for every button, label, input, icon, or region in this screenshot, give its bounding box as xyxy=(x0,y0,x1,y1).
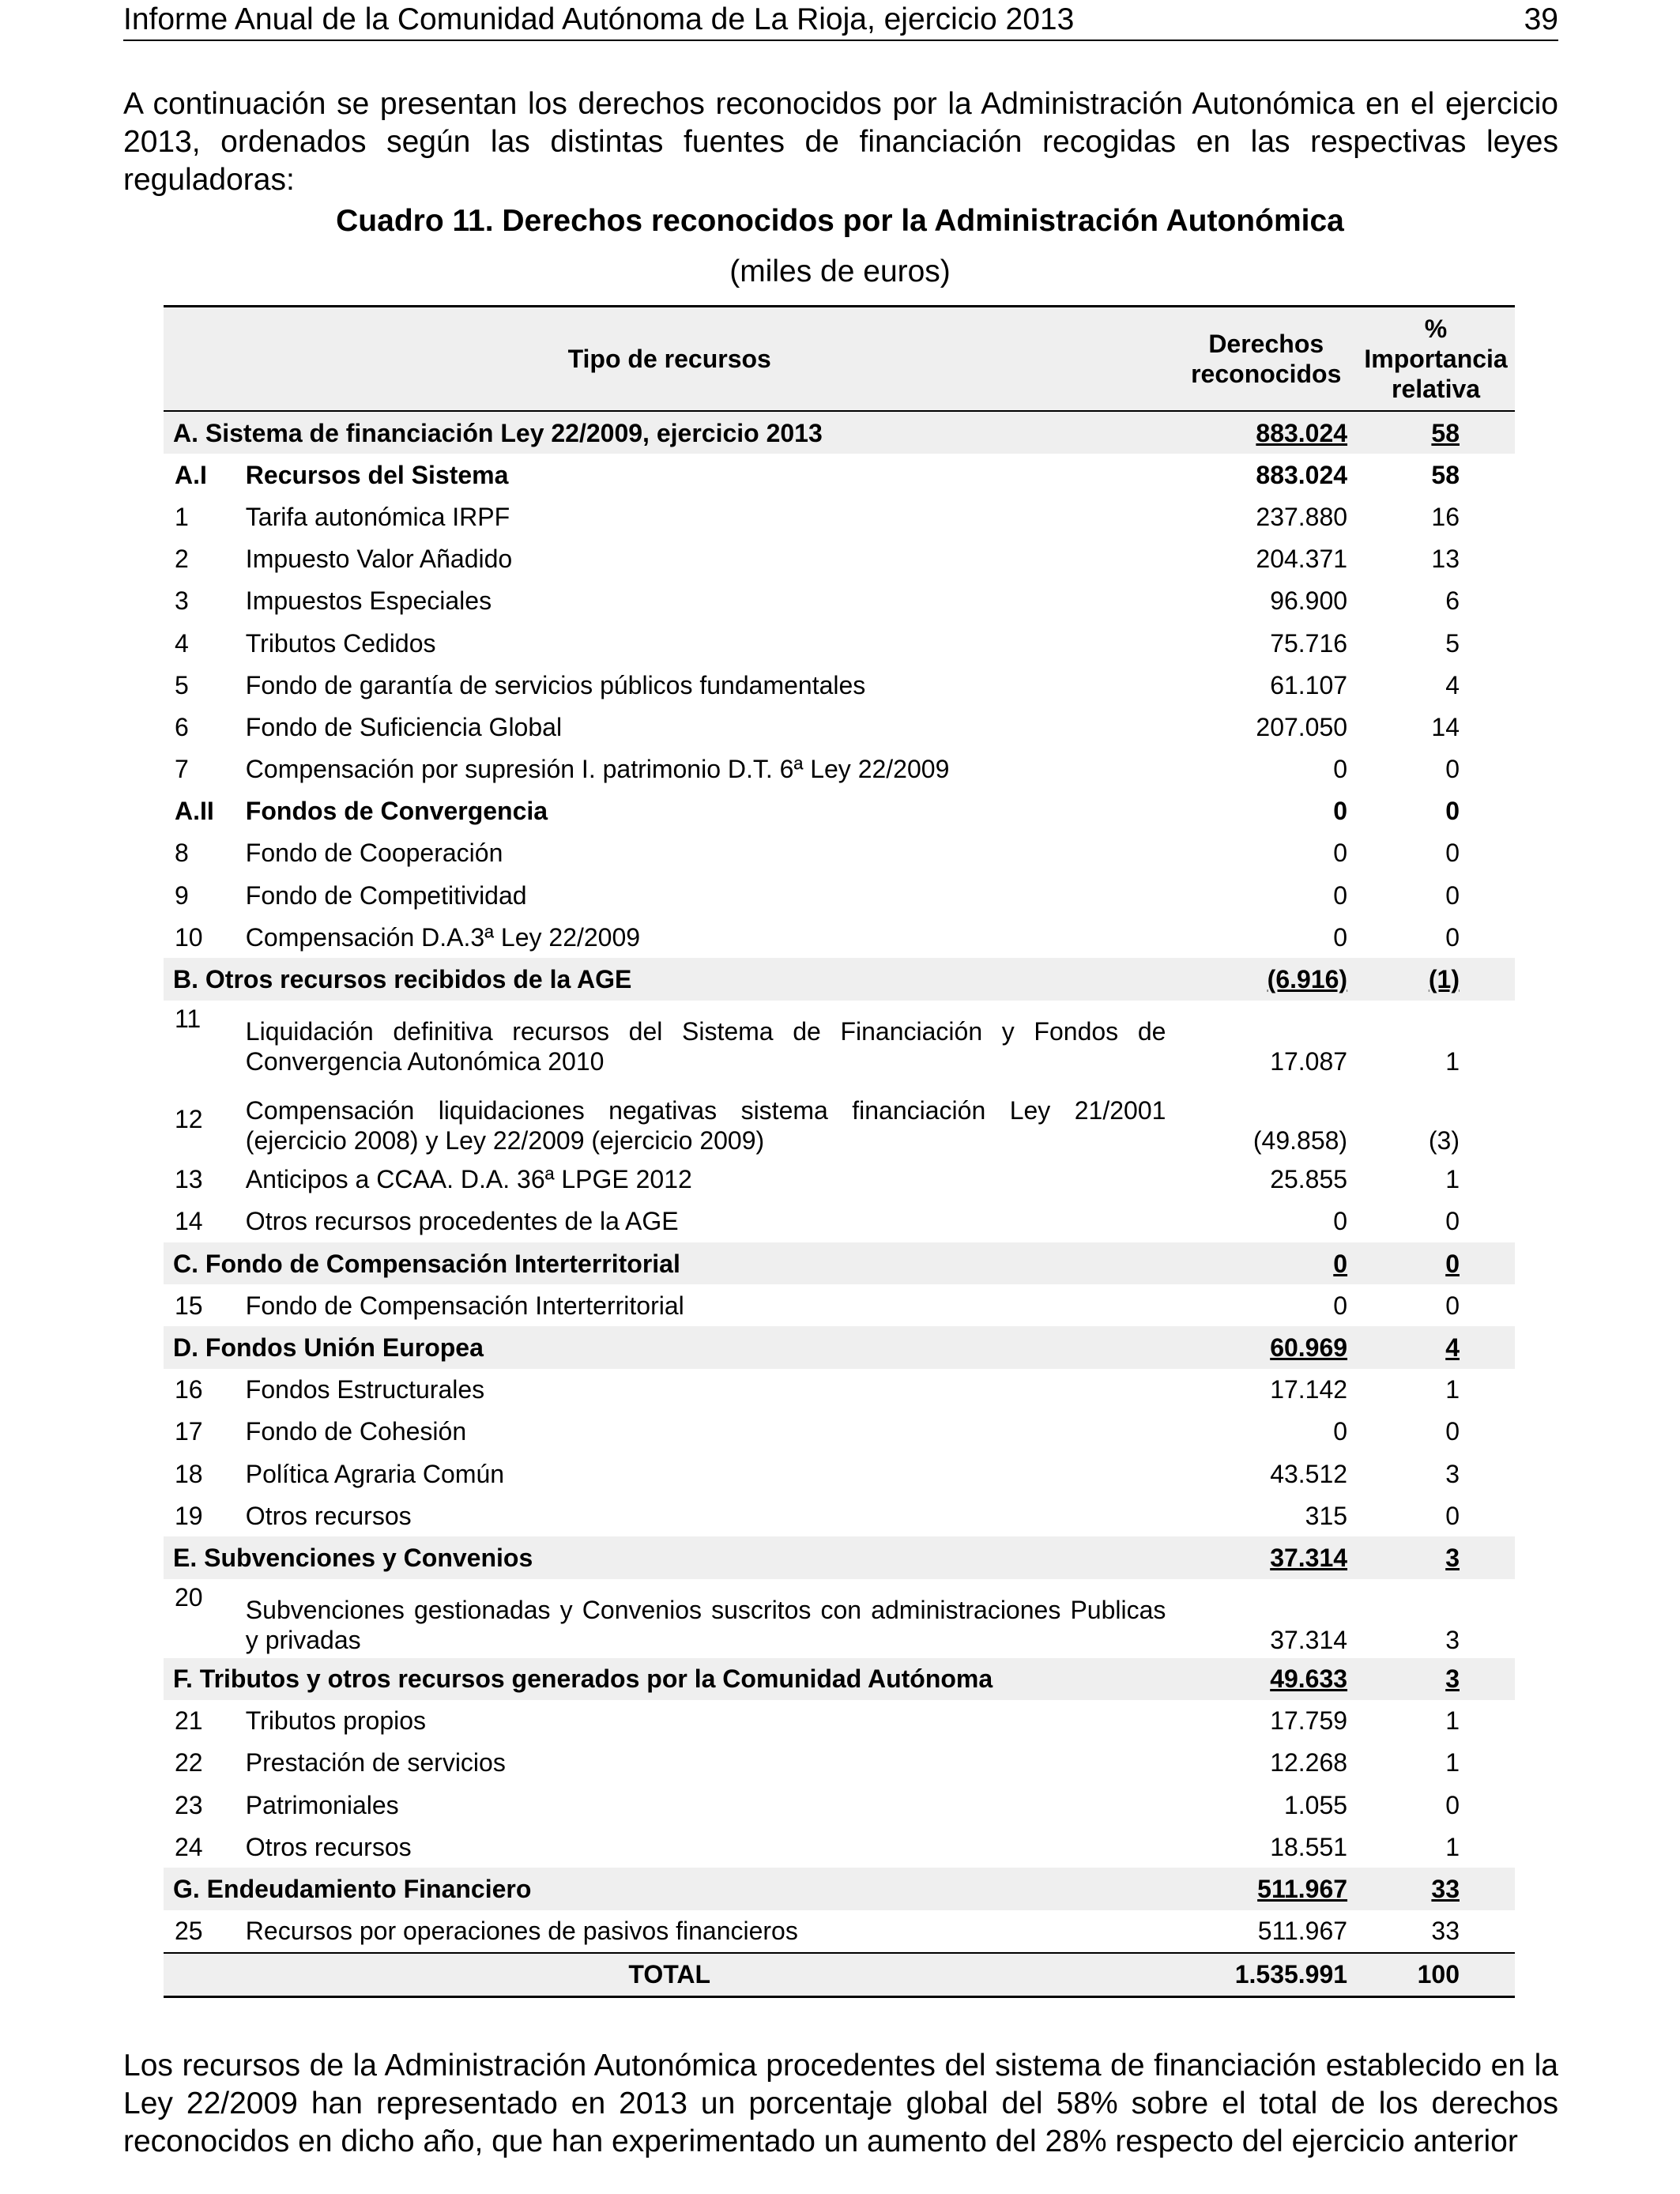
row-pct: 5 xyxy=(1445,628,1460,658)
row-label: Impuestos Especiales xyxy=(245,586,492,616)
row-label: Tarifa autonómica IRPF xyxy=(245,502,510,531)
row-label: Subvenciones gestionadas y Convenios suscritos con administraciones Publicas y privadas xyxy=(245,1595,1166,1654)
row-label: Fondo de garantía de servicios públicos fundamentales xyxy=(245,670,866,699)
intro-paragraph: A continuación se presentan los derechos reconocidos por la Administración Autonómica en el ejercicio 2013, ordenados según las distintas fuentes de financiación recogidas en las respectivas leyes reguladoras: xyxy=(123,87,1558,197)
row-label: Liquidación definitiva recursos del Sistema de Financiación y Fondos de Convergencia Autonómica 2010 xyxy=(245,1016,1166,1076)
row-pct: 1 xyxy=(1445,1375,1460,1404)
table-row xyxy=(164,664,1515,706)
table-row xyxy=(164,1910,1515,1953)
row-code: 3 xyxy=(175,586,189,616)
row-pct: 0 xyxy=(1445,1417,1460,1446)
page-header xyxy=(123,0,1558,41)
row-label: Compensación D.A.3ª Ley 22/2009 xyxy=(245,922,641,952)
row-label: Recursos por operaciones de pasivos financieros xyxy=(245,1917,798,1946)
row-value: 0 xyxy=(1333,839,1348,868)
row-value: (49.858) xyxy=(1252,1125,1348,1155)
row-pct: 16 xyxy=(1431,502,1460,531)
table-row xyxy=(164,1201,1515,1242)
row-label: Tributos propios xyxy=(245,1706,427,1736)
table-body xyxy=(164,411,1515,1953)
section-row xyxy=(164,1326,1515,1368)
row-code: 18 xyxy=(175,1459,203,1488)
row-value: 17.759 xyxy=(1270,1706,1348,1736)
row-label: Patrimoniales xyxy=(245,1790,399,1819)
subsection-row xyxy=(164,454,1515,496)
row-label: Anticipos a CCAA. D.A. 36ª LPGE 2012 xyxy=(245,1165,692,1194)
total-row xyxy=(164,1953,1515,1997)
table-header-row xyxy=(164,307,1515,412)
row-value: 43.512 xyxy=(1270,1459,1348,1488)
row-pct: 1 xyxy=(1445,1706,1460,1736)
row-code: 20 xyxy=(175,1582,203,1612)
row-pct: 33 xyxy=(1357,1868,1515,1909)
header-pct-symbol: % xyxy=(1424,315,1448,343)
row-value: 0 xyxy=(1333,797,1348,826)
row-label: Fondos de Convergencia xyxy=(245,797,548,826)
row-code: 14 xyxy=(175,1207,203,1236)
table-row xyxy=(164,1369,1515,1411)
row-pct: 4 xyxy=(1445,670,1460,699)
table-row xyxy=(164,1284,1515,1326)
row-pct: 0 xyxy=(1445,1291,1460,1320)
row-code: 4 xyxy=(175,628,189,658)
running-title: Informe Anual de la Comunidad Autónoma de La Rioja, ejercicio 2013 xyxy=(123,2,1075,36)
table-row xyxy=(164,1579,1515,1658)
section-label: C. Fondo de Compensación Interterritorial xyxy=(164,1242,1175,1284)
row-value: 883.024 xyxy=(1175,411,1357,454)
row-pct: 6 xyxy=(1445,586,1460,616)
row-value: 17.087 xyxy=(1270,1046,1348,1076)
table-row xyxy=(164,832,1515,874)
row-pct: 0 xyxy=(1445,880,1460,910)
row-value: 511.967 xyxy=(1175,1868,1357,1909)
row-value: 511.967 xyxy=(1257,1917,1348,1946)
section-label: D. Fondos Unión Europea xyxy=(164,1326,1175,1368)
row-pct: 1 xyxy=(1445,1748,1460,1777)
row-pct: 3 xyxy=(1445,1459,1460,1488)
row-code: 21 xyxy=(175,1706,203,1736)
table-row xyxy=(164,1001,1515,1080)
row-pct: 0 xyxy=(1357,1242,1515,1284)
row-label: Otros recursos procedentes de la AGE xyxy=(245,1207,679,1236)
row-value: 0 xyxy=(1333,1417,1348,1446)
table-row xyxy=(164,538,1515,580)
row-code: 5 xyxy=(175,670,189,699)
row-value: 75.716 xyxy=(1270,628,1348,658)
section-row xyxy=(164,1658,1515,1700)
section-label: A. Sistema de financiación Ley 22/2009, ejercicio 2013 xyxy=(164,411,1175,454)
header-importancia xyxy=(1357,307,1515,412)
row-label: Otros recursos xyxy=(245,1832,412,1861)
table-row xyxy=(164,874,1515,916)
table-row xyxy=(164,1700,1515,1742)
row-label: Prestación de servicios xyxy=(245,1748,506,1777)
row-pct: 14 xyxy=(1431,712,1460,741)
row-value: 37.314 xyxy=(1175,1536,1357,1578)
row-label: Fondos Estructurales xyxy=(245,1375,485,1404)
section-row xyxy=(164,1868,1515,1909)
table-row xyxy=(164,1784,1515,1826)
row-value: 883.024 xyxy=(1256,460,1348,489)
header-derechos: Derechos reconocidos xyxy=(1175,307,1357,412)
row-value: 25.855 xyxy=(1270,1165,1348,1194)
header-pct-label: Importancia relativa xyxy=(1364,345,1508,403)
row-label: Fondo de Cooperación xyxy=(245,839,503,868)
row-value: 17.142 xyxy=(1270,1375,1348,1404)
table-row xyxy=(164,706,1515,748)
row-code: 9 xyxy=(175,880,189,910)
row-pct: 33 xyxy=(1431,1917,1460,1946)
row-code: 11 xyxy=(175,1004,202,1033)
row-value: 0 xyxy=(1333,1207,1348,1236)
row-label: Recursos del Sistema xyxy=(245,460,509,489)
section-label: B. Otros recursos recibidos de la AGE xyxy=(164,958,1175,1000)
row-label: Tributos Cedidos xyxy=(245,628,436,658)
section-row xyxy=(164,411,1515,454)
table-row xyxy=(164,496,1515,537)
table-unit: (miles de euros) xyxy=(729,254,951,288)
table-row xyxy=(164,1080,1515,1159)
row-value: 0 xyxy=(1333,1291,1348,1320)
row-code: 7 xyxy=(175,755,189,784)
row-label: Política Agraria Común xyxy=(245,1459,505,1488)
row-value: 0 xyxy=(1333,922,1348,952)
table-row xyxy=(164,580,1515,622)
row-code: 24 xyxy=(175,1832,203,1861)
row-code: 17 xyxy=(175,1417,203,1446)
row-code: 22 xyxy=(175,1748,203,1777)
row-pct: 0 xyxy=(1445,1790,1460,1819)
row-value: 61.107 xyxy=(1270,670,1348,699)
row-code: 12 xyxy=(175,1104,203,1133)
row-value: 49.633 xyxy=(1175,1658,1357,1700)
row-pct: 1 xyxy=(1445,1046,1460,1076)
row-label: Otros recursos xyxy=(245,1501,412,1530)
row-pct: 13 xyxy=(1431,545,1460,574)
section-row xyxy=(164,1242,1515,1284)
total-value: 1.535.991 xyxy=(1175,1953,1357,1997)
row-value: 0 xyxy=(1333,880,1348,910)
row-pct: 0 xyxy=(1445,1207,1460,1236)
total-pct: 100 xyxy=(1357,1953,1515,1997)
row-pct: 0 xyxy=(1445,797,1460,826)
row-code: 1 xyxy=(175,502,189,531)
row-pct: 0 xyxy=(1445,755,1460,784)
row-code: 2 xyxy=(175,545,189,574)
row-value: 0 xyxy=(1175,1242,1357,1284)
table-row xyxy=(164,1826,1515,1868)
row-code: A.I xyxy=(175,460,207,489)
row-pct: 1 xyxy=(1445,1832,1460,1861)
section-row xyxy=(164,1536,1515,1578)
row-pct: 3 xyxy=(1357,1658,1515,1700)
table-row xyxy=(164,1159,1515,1201)
total-label: TOTAL xyxy=(164,1953,1175,1997)
row-code: 15 xyxy=(175,1291,203,1320)
subsection-row xyxy=(164,790,1515,832)
table-row xyxy=(164,1411,1515,1453)
row-value: 204.371 xyxy=(1256,545,1348,574)
row-code: 16 xyxy=(175,1375,203,1404)
row-label: Fondo de Compensación Interterritorial xyxy=(245,1291,684,1320)
row-pct: 3 xyxy=(1357,1536,1515,1578)
table-row xyxy=(164,916,1515,958)
table-row xyxy=(164,1742,1515,1784)
section-label: E. Subvenciones y Convenios xyxy=(164,1536,1175,1578)
table-row xyxy=(164,748,1515,790)
rights-table xyxy=(164,305,1515,1998)
section-label: F. Tributos y otros recursos generados por la Comunidad Autónoma xyxy=(164,1658,1175,1700)
row-label: Fondo de Suficiencia Global xyxy=(245,712,563,741)
row-pct: 0 xyxy=(1445,839,1460,868)
row-pct: 4 xyxy=(1357,1326,1515,1368)
row-value: 96.900 xyxy=(1270,586,1348,616)
row-code: 10 xyxy=(175,922,203,952)
row-label: Impuesto Valor Añadido xyxy=(245,545,513,574)
row-value: 207.050 xyxy=(1256,712,1348,741)
row-pct: 58 xyxy=(1357,411,1515,454)
row-label: Compensación liquidaciones negativas sistema financiación Ley 21/2001 (ejercicio 2008) y Ley 22/2009 (ejercicio 2009) xyxy=(245,1095,1166,1155)
section-row xyxy=(164,958,1515,1000)
row-pct: (3) xyxy=(1428,1125,1460,1155)
section-label: G. Endeudamiento Financiero xyxy=(164,1868,1175,1909)
table-title: Cuadro 11. Derechos reconocidos por la Administración Autonómica xyxy=(336,204,1344,238)
row-value: 315 xyxy=(1305,1501,1348,1530)
row-value: 37.314 xyxy=(1270,1625,1348,1654)
table-row xyxy=(164,622,1515,664)
row-label: Fondo de Cohesión xyxy=(245,1417,467,1446)
row-pct: 1 xyxy=(1445,1165,1460,1194)
row-code: 8 xyxy=(175,839,189,868)
row-pct: (1) xyxy=(1357,958,1515,1000)
table-row xyxy=(164,1495,1515,1536)
page-number: 39 xyxy=(1524,2,1558,36)
row-code: 23 xyxy=(175,1790,203,1819)
row-pct: 3 xyxy=(1445,1625,1460,1654)
row-pct: 0 xyxy=(1445,922,1460,952)
table-row xyxy=(164,1453,1515,1495)
row-code: 19 xyxy=(175,1501,203,1530)
row-code: A.II xyxy=(175,797,214,826)
row-pct: 0 xyxy=(1445,1501,1460,1530)
row-pct: 58 xyxy=(1431,460,1460,489)
row-code: 6 xyxy=(175,712,189,741)
outro-paragraph: Los recursos de la Administración Autonómica procedentes del sistema de financiación establecido en la Ley 22/2009 han representado en 2013 un porcentaje global del 58% sobre el total de los derechos reconocidos en dicho año, que han experimentado un aumento del 28% respecto del ejercicio anterior xyxy=(123,2049,1558,2158)
row-value: 18.551 xyxy=(1270,1832,1348,1861)
row-value: 0 xyxy=(1333,755,1348,784)
row-value: 1.055 xyxy=(1283,1790,1348,1819)
row-value: 12.268 xyxy=(1270,1748,1348,1777)
row-value: 60.969 xyxy=(1175,1326,1357,1368)
row-value: (6.916) xyxy=(1175,958,1357,1000)
row-value: 237.880 xyxy=(1256,502,1348,531)
row-code: 13 xyxy=(175,1165,203,1194)
row-label: Compensación por supresión I. patrimonio D.T. 6ª Ley 22/2009 xyxy=(245,755,950,784)
header-tipo: Tipo de recursos xyxy=(164,307,1175,412)
row-code: 25 xyxy=(175,1917,203,1946)
row-label: Fondo de Competitividad xyxy=(245,880,527,910)
